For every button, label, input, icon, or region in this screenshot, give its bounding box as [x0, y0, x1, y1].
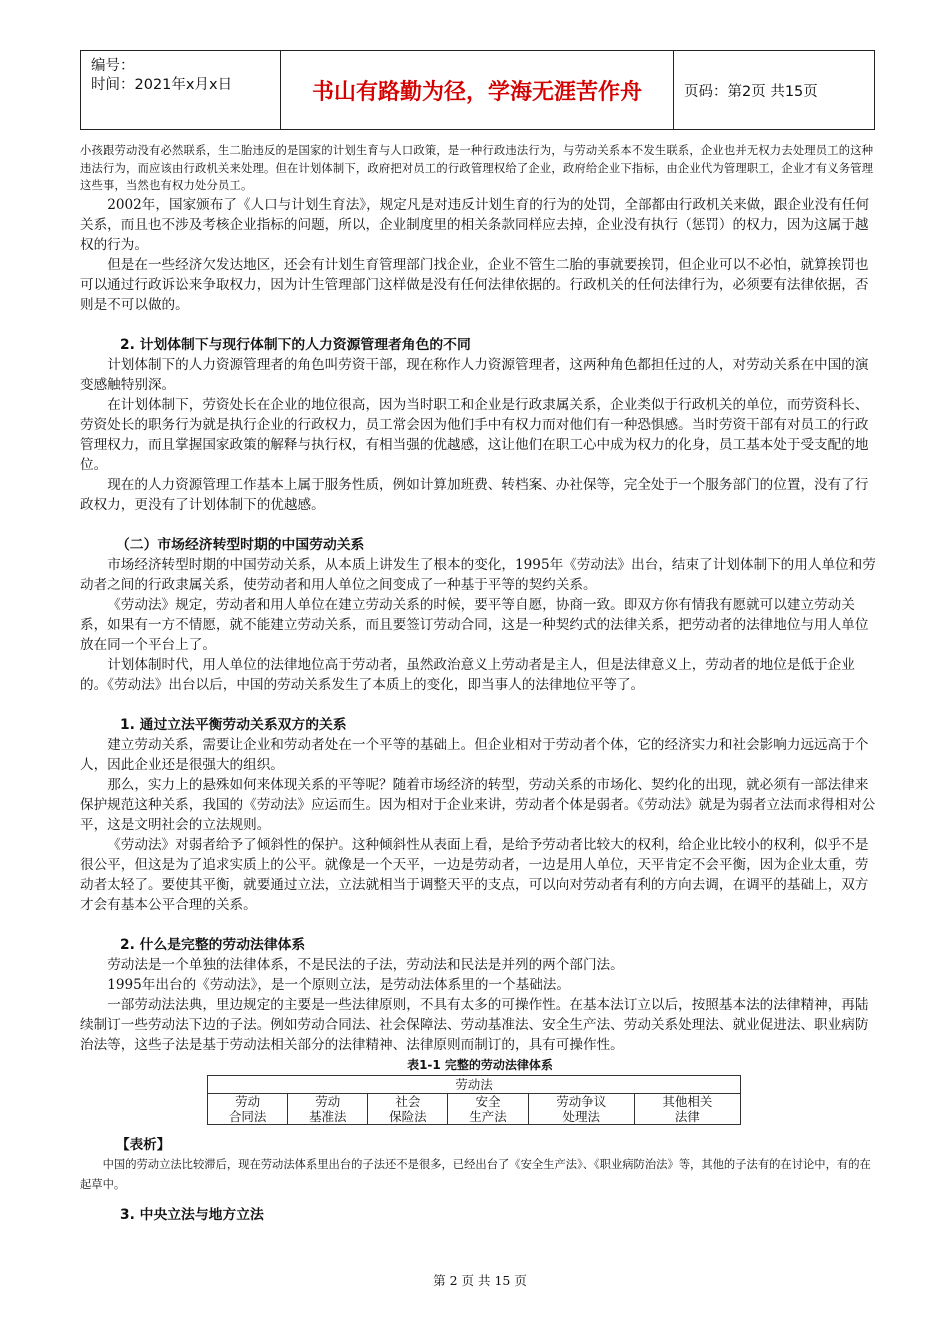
table-cell: 安全 生产法	[448, 1093, 528, 1124]
page-footer: 第 2 页 共 15 页	[433, 1273, 527, 1288]
table-cell: 其他相关 法律	[634, 1093, 740, 1124]
table-caption: 表1-1 完整的劳动法律体系	[407, 1057, 553, 1072]
section-heading: （二）市场经济转型时期的中国劳动关系	[116, 536, 365, 553]
header-page-info: 页码：第2页 共15页	[684, 83, 818, 100]
section-heading: 2. 什么是完整的劳动法律体系	[120, 936, 306, 953]
paragraph: 2002年，国家颁布了《人口与计划生育法》，规定凡是对违反计划生育的行为的处罚，全部都由行政机关来做，跟企业没有任何关系，而且也不涉及考核企业指标的问题，所以，企业制度里的相关条款同样应去掉，企业没有执行（惩罚）的权力，因为这属于越权的行为。	[80, 196, 870, 253]
table-top-cell: 劳动法	[208, 1075, 741, 1093]
paragraph: 建立劳动关系，需要让企业和劳动者处在一个平等的基础上。但企业相对于劳动者个体，它的经济实力和社会影响力远远高于个人，因此企业还是很强大的组织。	[80, 736, 869, 773]
table-cell: 劳动 合同法	[208, 1093, 288, 1124]
paragraph: 计划体制下的人力资源管理者的角色叫劳资干部，现在称作人力资源管理者，这两种角色都担任过的人，对劳动关系在中国的演变感触特别深。	[80, 356, 869, 393]
paragraph: 在计划体制下，劳资处长在企业的地位很高，因为当时职工和企业是行政隶属关系，企业类似于行政机关的单位，而劳资科长、劳资处长的职务行为就是执行企业的行政权力，员工常会因为他们手中有权力而对他们有一种恐惧感。当时劳资干部有对员工的行政管理权力，而且掌握国家政策的解释与执行权，有相当强的优越感，这让他们在职工心中成为权力的化身，员工基本处于受支配的地位。	[80, 396, 869, 473]
section-heading: 2. 计划体制下与现行体制下的人力资源管理者角色的不同	[120, 336, 471, 353]
paragraph: 《劳动法》规定，劳动者和用人单位在建立劳动关系的时候，要平等自愿，协商一致。即双方你有情我有愿就可以建立劳动关系，如果有一方不情愿，就不能建立劳动关系，而且要签订劳动合同，这是一种契约式的法律关系，把劳动者的法律地位与用人单位放在同一个平台上了。	[80, 596, 869, 653]
page-header	[80, 50, 875, 130]
paragraph: 一部劳动法法典，里边规定的主要是一些法律原则，不具有太多的可操作性。在基本法订立以后，按照基本法的法律精神，再陆续制订一些劳动法下边的子法。例如劳动合同法、社会保障法、劳动基准法、安全生产法、劳动关系处理法、就业促进法、职业病防治法等，这些子法是基于劳动法相关部分的法律精神、法律原则而制订的，具有可操作性。	[80, 996, 869, 1053]
number-label: 编号：	[91, 58, 135, 74]
table-cell: 社会 保险法	[368, 1093, 448, 1124]
paragraph: 现在的人力资源管理工作基本上属于服务性质，例如计算加班费、转档案、办社保等，完全处于一个服务部门的位置，没有了行政权力，更没有了计划体制下的优越感。	[80, 476, 869, 513]
paragraph: 那么，实力上的悬殊如何来体现关系的平等呢？随着市场经济的转型，劳动关系的市场化、契约化的出现，就必须有一部法律来保护规范这种关系，我国的《劳动法》应运而生。因为相对于企业来讲，劳动者个体是弱者。《劳动法》就是为弱者立法而求得相对公平，这是文明社会的立法规则。	[80, 776, 876, 833]
header-meta	[81, 51, 281, 129]
table-cell: 劳动 基准法	[288, 1093, 368, 1124]
law-system-table	[207, 1075, 741, 1125]
time-label: 时间：2021年x月x日	[91, 77, 233, 93]
paragraph: 市场经济转型时期的中国劳动关系，从本质上讲发生了根本的变化，1995年《劳动法》出台，结束了计划体制下的用人单位和劳动者之间的行政隶属关系，使劳动者和用人单位之间变成了一种基于平等的契约关系。	[80, 556, 876, 593]
section-heading: 1. 通过立法平衡劳动关系双方的关系	[120, 716, 347, 733]
paragraph: 劳动法是一个单独的法律体系，不是民法的子法，劳动法和民法是并列的两个部门法。	[107, 956, 624, 973]
header-motto: 书山有路勤为径，学海无涯苦作舟	[281, 51, 674, 129]
paragraph: 计划体制时代，用人单位的法律地位高于劳动者，虽然政治意义上劳动者是主人，但是法律意义上，劳动者的地位是低于企业的。《劳动法》出台以后，中国的劳动关系发生了本质上的变化，即当事人的法律地位平等了。	[80, 656, 855, 693]
paragraph: 《劳动法》对弱者给予了倾斜性的保护。这种倾斜性从表面上看，是给予劳动者比较大的权利，给企业比较小的权利，似乎不是很公平，但这是为了追求实质上的公平。就像是一个天平，一边是劳动者，一边是用人单位，天平肯定不会平衡，因为企业太重，劳动者太轻了。要使其平衡，就要通过立法，立法就相当于调整天平的支点，可以向对劳动者有利的方向去调，在调平的基础上，双方才会有基本公平合理的关系。	[80, 836, 869, 913]
intro-small-text: 小孩跟劳动没有必然联系，生二胎违反的是国家的计划生育与人口政策，是一种行政违法行为，与劳动关系本不发生联系，企业也并无权力去处理员工的这种违法行为，而应该由行政机关来处理。但在计划体制下，政府把对员工的行政管理权给了企业，政府给企业下指标，由企业代为管理职工，企业才有义务管理这些事，当然也有权力处分员工。	[80, 144, 874, 192]
note-text: 中国的劳动立法比较滞后，现在劳动法体系里出台的子法还不是很多，已经出台了《安全生产法》、《职业病防治法》等，其他的子法有的在讨论中，有的在起草中。	[80, 1157, 871, 1191]
paragraph: 1995年出台的《劳动法》，是一个原则立法，是劳动法体系里的一个基础法。	[107, 976, 570, 993]
table-cell: 劳动争议 处理法	[528, 1093, 634, 1124]
document-body	[80, 142, 880, 1225]
section-heading: 3. 中央立法与地方立法	[120, 1206, 264, 1223]
paragraph: 但是在一些经济欠发达地区，还会有计划生育管理部门找企业，企业不管生二胎的事就要挨罚，但企业可以不必怕，就算挨罚也可以通过行政诉讼来争取权力，因为计生管理部门这样做是没有任何法律依据的。行政机关的任何法律行为，必须要有法律依据，否则是不可以做的。	[80, 256, 869, 313]
note-heading: 【表析】	[116, 1136, 171, 1153]
